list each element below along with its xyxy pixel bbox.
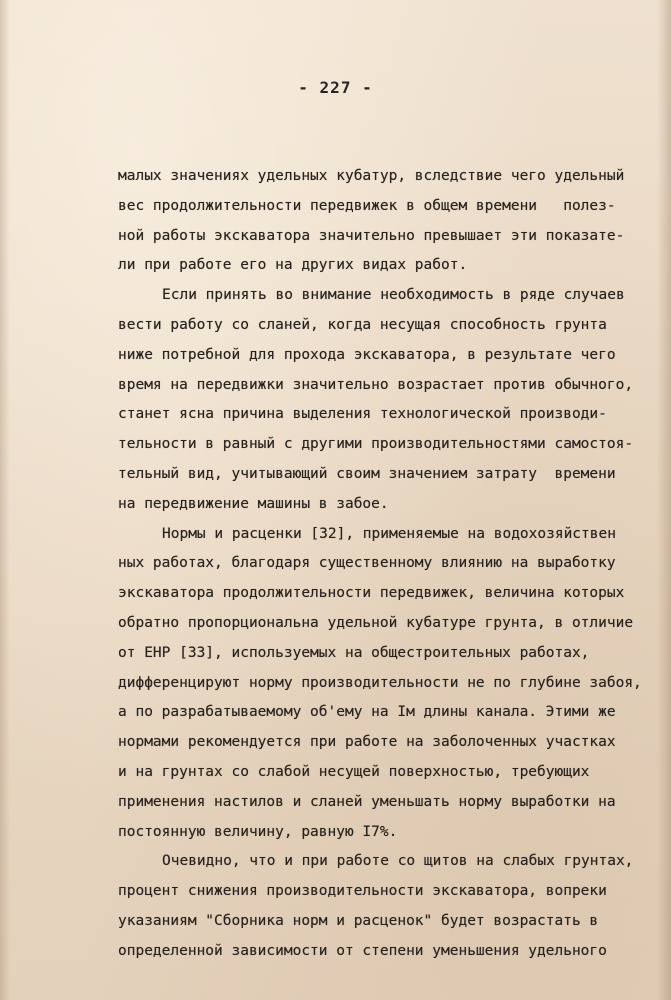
text-line: ной работы экскаватора значительно превышает эти показате- <box>118 227 625 244</box>
text-line: а по разрабатываемому об'ему на Iм длины канала. Этими же <box>118 704 616 721</box>
text-line: вести работу со сланей, когда несущая способность грунта <box>118 316 607 333</box>
text-line: определенной зависимости от степени уменьшения удельного <box>118 942 607 959</box>
text-line: экскаватора продолжительности передвижек, величина которых <box>118 585 625 602</box>
text-line: на передвижение машины в забое. <box>118 495 389 512</box>
text-line: тельности в равный с другими производительностями самостоя- <box>118 436 634 453</box>
text-line: станет ясна причина выделения технологической производи- <box>118 406 607 423</box>
text-line: процент снижения производительности экскаватора, вопреки <box>118 883 607 900</box>
text-line: ных работах, благодаря существенному влиянию на выработку <box>118 555 616 572</box>
text-line: время на передвижки значительно возрастает против обычного, <box>118 376 634 393</box>
text-line: обратно пропорциональна удельной кубатуре грунта, в отличие <box>118 614 634 631</box>
text-line: тельный вид, учитывающий своим значением затрату времени <box>118 465 616 482</box>
text-line: дифференцируют норму производительности не по глубине забоя, <box>118 674 642 691</box>
text-line: ли при работе его на других видах работ. <box>118 257 468 274</box>
paragraph-first-line: Нормы и расценки [32], применяемые на водохозяйствен <box>162 525 616 542</box>
text-line: от ЕНР [33], используемых на общестроительных работах, <box>118 644 590 661</box>
page-number: - 227 - <box>298 78 373 97</box>
text-line: указаниям "Сборника норм и расценок" будет возрастать в <box>118 912 599 929</box>
text-line: вес продолжительности передвижек в общем времени полез- <box>118 197 616 214</box>
paragraph-first-line: Очевидно, что и при работе со щитов на слабых грунтах, <box>162 853 634 870</box>
paragraph-first-line: Если принять во внимание необходимость в ряде случаев <box>162 287 625 304</box>
text-line: применения настилов и сланей уменьшать норму выработки на <box>118 793 616 810</box>
body-text <box>118 162 642 967</box>
text-line: малых значениях удельных кубатур, вследствие чего удельный <box>118 168 625 184</box>
text-line: и на грунтах со слабой несущей поверхностью, требующих <box>118 763 590 780</box>
text-line: нормами рекомендуется при работе на заболоченных участках <box>118 734 616 751</box>
text-line: постоянную величину, равную I7%. <box>118 823 398 840</box>
text-line: ниже потребной для прохода экскаватора, в результате чего <box>118 346 616 363</box>
